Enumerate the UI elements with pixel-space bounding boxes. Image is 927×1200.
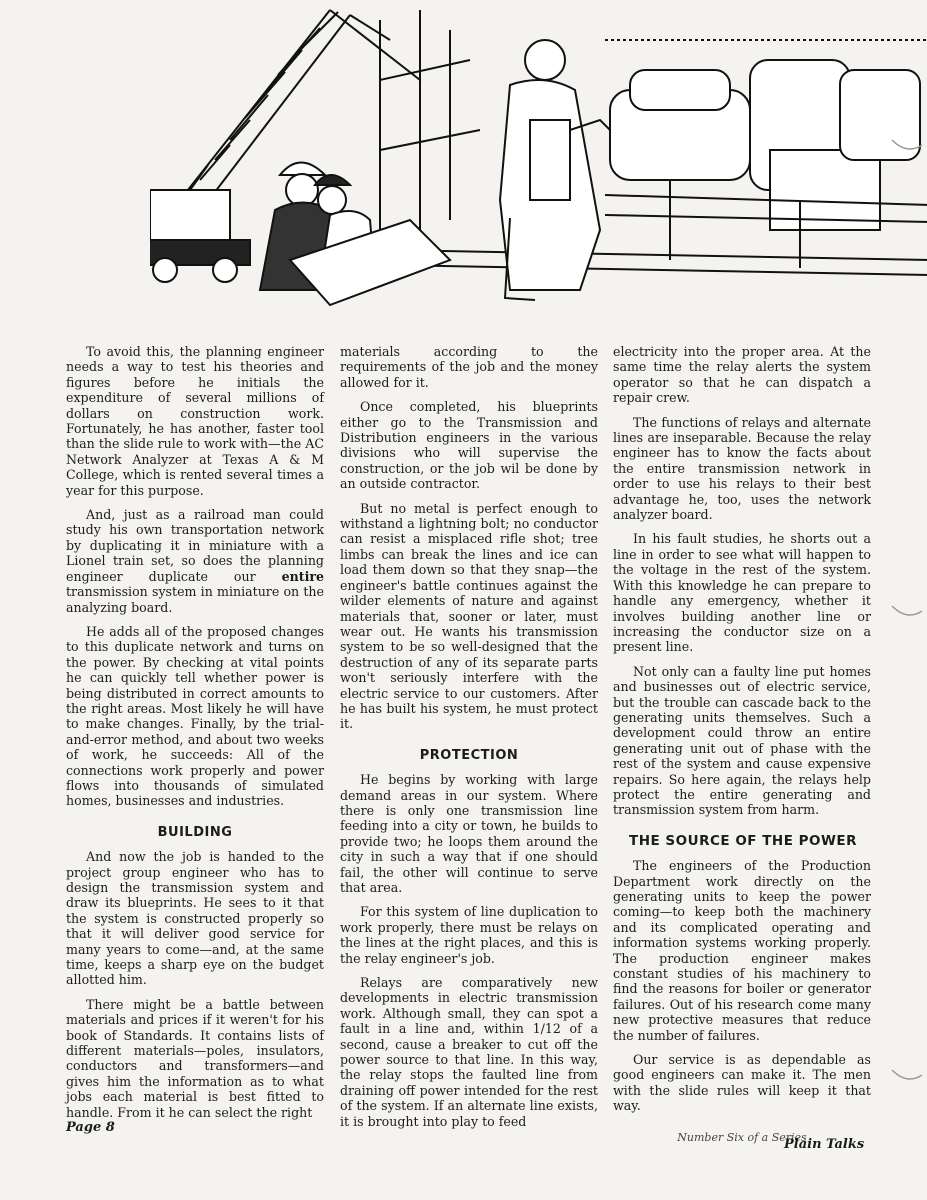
page-number: Page 8 [66,1120,115,1135]
section-heading-source-of-power: THE SOURCE OF THE POWER [629,832,858,849]
paragraph: Not only can a faulty line put homes and businesses out of electric service, but the trouble can cascade back to the generating units themselves. Such a development could throw an entire generating unit out of phase with the rest of the system and cause expensive repairs. So here again, the relays help protect the entire generating and transmission system from harm. [613,663,871,818]
column-3 [613,344,871,1145]
section-heading-protection: PROTECTION [419,747,519,763]
engineering-illustration [150,0,927,315]
series-note: Number Six of a Series [677,1130,807,1144]
publication-name: Plain Talks [784,1137,865,1152]
paragraph: To avoid this, the planning engineer needs a way to test his theories and figures before he initials the expenditure of several millions of dollars on construction work. Fortunately, he has another, faster tool than the slide rule to work with—the AC Network Analyzer at Texas A & M College, which is rented several times a year for this purpose. [66,344,324,498]
paragraph: In his fault studies, he shorts out a line in order to see what will happen to the voltage in the rest of the system. With this knowledge he can prepare to handle any emergency, whether it involves building another line or increasing the conductor size on a present line. [613,531,871,655]
paragraph: He adds all of the proposed changes to this duplicate network and turns on the power. By checking at vital points he can quickly tell whether power is being distributed in correct amounts to the right areas. Most likely he will have to make changes. Finally, by the trial-and-error method, and about two weeks of work, he succeeds: All of the connections work properly and power flows into thousands of simulated homes, businesses and industries. [66,623,324,809]
crane-vehicle [150,190,250,282]
paragraph: Once completed, his blueprints either go to the Transmission and Distribution engineers in the various divisions who will supervise the construction, or the job wil be done by an outside contractor. [340,399,598,492]
column-2 [340,344,598,1138]
section-heading-building: BUILDING [157,824,233,840]
paragraph: There might be a battle between materials and prices if it weren't for his book of Standards. It contains lists of different materials—poles, insulators, conductors and transformers—and gives him the information as to what jobs each material is best fitted to handle. From it he can select the right [66,996,324,1120]
paragraph: Our service is as dependable as good engineers can make it. The men with the slide rules will keep it that way. [613,1052,871,1114]
emphasis: entire [281,568,324,584]
paragraph: For this system of line duplication to work properly, there must be relays on the lines at the right places, and this is the relay engineer's job. [340,904,598,966]
paragraph: He begins by working with large demand areas in our system. Where there is only one transmission line feeding into a city or town, he builds to provide two; he loops them around the city in such a way that if one should fail, the other will continue to serve that area. [340,772,598,895]
paragraph: The functions of relays and alternate lines are inseparable. Because the relay engineer has to know the facts about the entire transmission network in order to use his relays to their best advantage he, too, uses the network analyzer board. [613,414,871,523]
column-1 [66,344,324,1129]
text-run: transmission system in miniature on the analyzing board. [66,584,324,615]
paragraph: The engineers of the Production Department work directly on the generating units to keep the power coming—to keep both the machinery and its complicated operating and information systems working properly. The production engineer makes constant studies of his machinery to find the reasons for boiler or generator failures. Out of his research come many new protective measures that reduce the number of failures. [613,858,871,1043]
paragraph [66,507,324,615]
binding-mark [887,130,927,160]
engineer-in-suit [500,40,610,300]
binding-mark [887,596,927,626]
binding-mark [887,1060,927,1090]
power-plant-machinery [605,40,927,268]
paragraph: electricity into the proper area. At the same time the relay alerts the system operator so that he can dispatch a repair crew. [613,344,871,406]
workers-with-blueprint [260,163,450,306]
paragraph: Relays are comparatively new developments in electric transmission work. Although small, they can spot a fault in a line and, within 1/12 of a second, cause a breaker to cut off the power source to that line. In this way, the relay stops the faulted line from draining off power intended for the rest of the system. If an alternate line exists, it is brought into play to feed [340,975,598,1129]
paragraph: materials according to the requirements of the job and the money allowed for it. [340,344,598,390]
text-run: And, just as a railroad man could study his own transportation network by duplicating it in miniature with a Lionel train set, so does the planning engineer duplicate our [66,507,324,584]
paragraph: But no metal is perfect enough to withstand a lightning bolt; no conductor can resist a misplaced rifle shot; tree limbs can break the lines and ice can load them down so that they snap—the engineer's battle continues against the wilder elements of nature and against materials that, sooner or later, must wear out. He wants his transmission system to be so well-designed that the destruction of any of its separate parts won't seriously interfere with the electric service to our customers. After he has built his system, he must protect it. [340,500,598,732]
paragraph: And now the job is handed to the project group engineer who has to design the transmission system and draw its blueprints. He sees to it that the system is constructed properly so that it will deliver good service for many years to come—and, at the same time, keeps a sharp eye on the budget allotted him. [66,849,324,988]
